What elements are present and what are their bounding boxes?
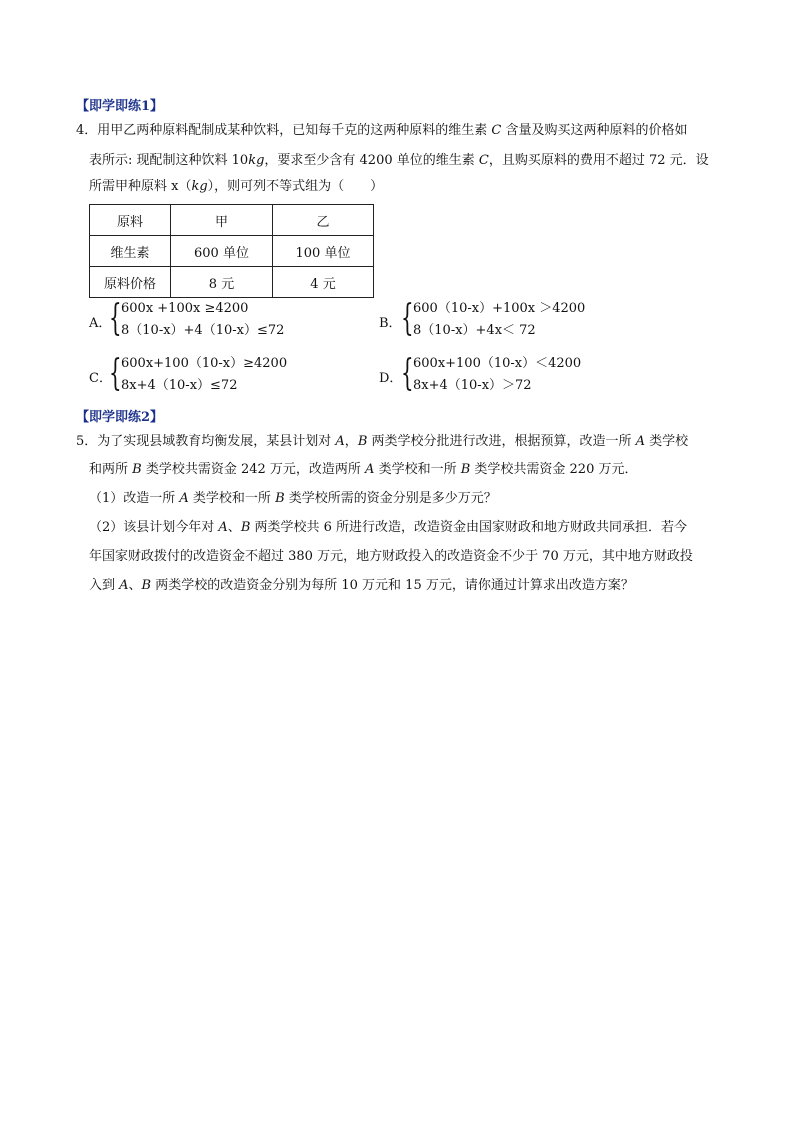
table-header-row xyxy=(90,205,374,236)
text: 4．用甲乙两种原料配制成某种饮料，已知每千克的这两种原料的维生素 xyxy=(76,123,492,138)
table-cell: 100 单位 xyxy=(273,236,374,267)
var: B xyxy=(240,520,251,535)
question-5-part-2-line-2: 年国家财政拨付的改造资金不超过 380 万元，地方财政投入的改造资金不少于 70 万元，其中地方财政投 xyxy=(89,549,693,564)
text: （2）该县计划今年对 xyxy=(89,520,219,535)
question-4-line-2 xyxy=(89,153,709,169)
question-5-part-1 xyxy=(89,491,497,507)
brace-icon: { xyxy=(109,298,122,339)
question-5-part-2-line-1 xyxy=(89,520,687,536)
text: 、 xyxy=(128,578,142,593)
var: B xyxy=(132,462,142,477)
inequality-system-a xyxy=(121,298,284,342)
text: 类学校所需的资金分别是多少万元？ xyxy=(284,491,497,506)
var: A xyxy=(635,434,646,449)
var: A xyxy=(335,434,345,449)
option-d[interactable] xyxy=(379,352,639,400)
text: 类学校和一所 xyxy=(374,462,461,477)
inequality-system-b xyxy=(413,298,585,342)
brace-icon: { xyxy=(401,298,414,339)
text: 两类学校共 6 所进行改造，改造资金由国家财政和地方财政共同承担．若今 xyxy=(250,520,688,535)
text: 所需甲种原料 x（ xyxy=(89,179,192,194)
table-cell: 原料价格 xyxy=(90,267,171,298)
table-row xyxy=(90,267,374,298)
section-heading-2: 【即学即练2】 xyxy=(76,410,164,425)
text: 类学校和一所 xyxy=(188,491,276,506)
text: 、 xyxy=(227,520,241,535)
question-5-part-2-line-3 xyxy=(89,578,634,594)
table-cell: 4 元 xyxy=(273,267,374,298)
var: A xyxy=(365,462,375,477)
option-d-label: D． xyxy=(379,371,403,386)
option-c-label: C． xyxy=(89,371,112,386)
option-b[interactable] xyxy=(379,297,639,345)
table-cell: 原料 xyxy=(90,205,171,236)
table-cell: 乙 xyxy=(273,205,374,236)
option-a[interactable] xyxy=(89,297,349,345)
var: A xyxy=(119,578,129,593)
inequality-line: 8x+4（10-x）≤72 xyxy=(121,378,238,393)
text: （1）改造一所 xyxy=(89,491,180,506)
text: 含量及购买这两种原料的价格如 xyxy=(501,123,688,138)
var-c: C xyxy=(478,153,489,168)
table-cell: 600 单位 xyxy=(171,236,273,267)
unit-kg: kg xyxy=(248,153,265,168)
unit-kg: kg xyxy=(191,179,208,194)
inequality-line: 600x+100（10-x）≥4200 xyxy=(121,356,288,371)
text: 类学校 xyxy=(645,434,689,449)
text: 和两所 xyxy=(89,462,133,477)
text: ， xyxy=(344,434,358,449)
var: B xyxy=(275,491,285,506)
option-b-label: B． xyxy=(379,316,402,331)
text: 入到 xyxy=(89,578,120,593)
inequality-line: 8x+4（10-x）＞72 xyxy=(413,378,532,393)
table-cell: 甲 xyxy=(171,205,273,236)
text: 5．为了实现县域教育均衡发展，某县计划对 xyxy=(76,434,336,449)
brace-icon: { xyxy=(109,353,122,394)
inequality-system-d xyxy=(413,353,581,397)
var: B xyxy=(460,462,471,477)
inequality-line: 600x +100x ≥4200 xyxy=(121,301,249,316)
var: A xyxy=(179,491,189,506)
inequality-line: 600（10-x）+100x ＞4200 xyxy=(413,301,586,316)
text: ，且购买原料的费用不超过 72 元．设 xyxy=(488,153,709,168)
option-c[interactable] xyxy=(89,352,349,400)
var: B xyxy=(357,434,368,449)
text: 两类学校的改造资金分别为每所 10 万元和 15 万元，请你通过计算求出改造方案？ xyxy=(151,578,634,593)
text: 类学校共需资金 220 万元． xyxy=(470,462,638,477)
question-4-line-3 xyxy=(89,179,383,195)
text: 表所示: 现配制这种饮料 10 xyxy=(89,153,249,168)
inequality-system-c xyxy=(121,353,287,397)
material-table xyxy=(89,204,374,298)
question-4-line-1 xyxy=(76,123,688,139)
question-5-line-1 xyxy=(76,434,688,450)
table-row xyxy=(90,236,374,267)
var: A xyxy=(218,520,228,535)
section-heading-1: 【即学即练1】 xyxy=(76,99,164,114)
text: ，要求至少含有 4200 单位的维生素 xyxy=(264,153,479,168)
brace-icon: { xyxy=(401,353,414,394)
inequality-line: 8（10-x）+4（10-x）≤72 xyxy=(121,323,285,338)
text: 两类学校分批进行改进，根据预算，改造一所 xyxy=(367,434,636,449)
table-cell: 维生素 xyxy=(90,236,171,267)
inequality-line: 600x+100（10-x）＜4200 xyxy=(413,356,582,371)
question-5-line-2 xyxy=(89,462,637,478)
var-c: C xyxy=(491,123,502,138)
var: B xyxy=(141,578,152,593)
text: ），则可列不等式组为（ ） xyxy=(207,179,384,194)
table-cell: 8 元 xyxy=(171,267,273,298)
inequality-line: 8（10-x）+4x＜ 72 xyxy=(413,323,536,338)
text: 类学校共需资金 242 万元，改造两所 xyxy=(141,462,366,477)
option-a-label: A． xyxy=(89,316,112,331)
